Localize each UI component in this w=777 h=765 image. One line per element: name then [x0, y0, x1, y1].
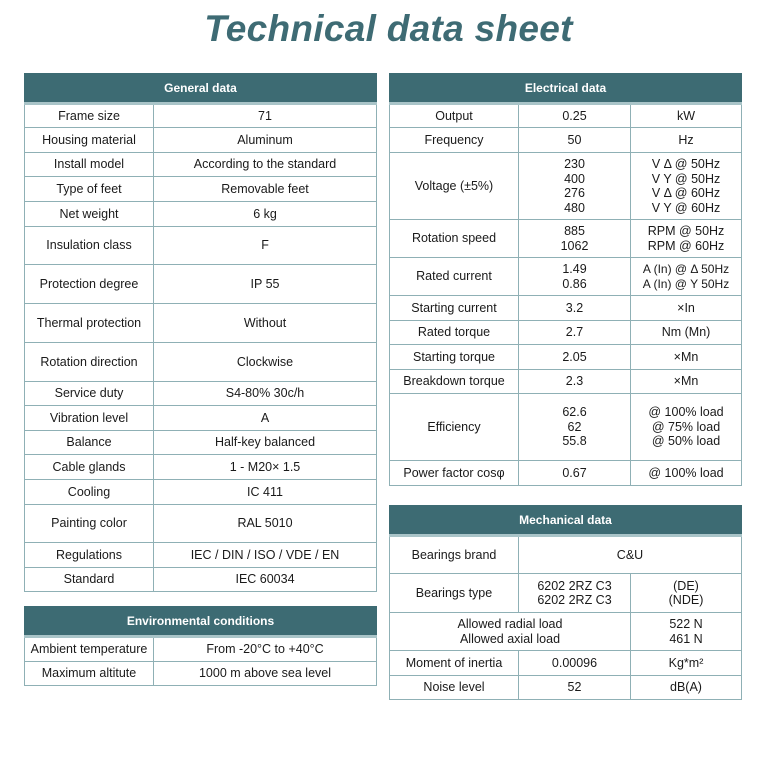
- table-row: [390, 613, 742, 651]
- row-label: Rated current: [390, 258, 519, 296]
- environmental-conditions-header: Environmental conditions: [25, 607, 377, 637]
- general-data-header: General data: [25, 74, 377, 104]
- row-label: Output: [390, 104, 519, 128]
- row-label: Rotation speed: [390, 220, 519, 258]
- row-value: IEC / DIN / ISO / VDE / EN: [154, 543, 377, 568]
- row-label: Insulation class: [25, 227, 154, 265]
- row-label: Breakdown torque: [390, 370, 519, 394]
- row-value: 885 1062: [519, 220, 631, 258]
- row-label: Regulations: [25, 543, 154, 568]
- table-row: [25, 202, 377, 227]
- table-row: [25, 177, 377, 202]
- row-value: According to the standard: [154, 153, 377, 177]
- row-value: 62.6 62 55.8: [519, 394, 631, 461]
- table-row: [25, 382, 377, 406]
- row-unit: (DE) (NDE): [631, 574, 742, 613]
- table-row: [390, 370, 742, 394]
- row-unit: Nm (Mn): [631, 321, 742, 345]
- row-label: Starting current: [390, 296, 519, 321]
- row-value: Clockwise: [154, 343, 377, 382]
- row-value: IC 411: [154, 480, 377, 505]
- table-row: [390, 128, 742, 153]
- row-unit: kW: [631, 104, 742, 128]
- row-label: Ambient temperature: [25, 637, 154, 662]
- row-label: Cooling: [25, 480, 154, 505]
- row-value: Removable feet: [154, 177, 377, 202]
- table-row: [25, 637, 377, 662]
- row-value: 230 400 276 480: [519, 153, 631, 220]
- row-unit: Hz: [631, 128, 742, 153]
- row-value: 1.49 0.86: [519, 258, 631, 296]
- row-label: Noise level: [390, 676, 519, 700]
- row-label: Standard: [25, 568, 154, 592]
- table-row: [25, 568, 377, 592]
- row-value: F: [154, 227, 377, 265]
- electrical-data-table: [389, 73, 742, 486]
- row-label: Balance: [25, 431, 154, 455]
- row-label: Thermal protection: [25, 304, 154, 343]
- row-label: Painting color: [25, 505, 154, 543]
- row-value: 2.7: [519, 321, 631, 345]
- row-unit: ×Mn: [631, 345, 742, 370]
- table-row: [25, 104, 377, 128]
- row-value: 71: [154, 104, 377, 128]
- row-value: 6 kg: [154, 202, 377, 227]
- row-value: 1000 m above sea level: [154, 662, 377, 686]
- mechanical-data-header: Mechanical data: [390, 506, 742, 536]
- table-row: [390, 651, 742, 676]
- row-value: IP 55: [154, 265, 377, 304]
- table-row: [390, 321, 742, 345]
- table-row: [25, 153, 377, 177]
- table-row: [25, 505, 377, 543]
- table-row: [25, 128, 377, 153]
- row-value: 52: [519, 676, 631, 700]
- row-label: Bearings brand: [390, 536, 519, 574]
- general-data-table: [24, 73, 377, 592]
- row-label: Type of feet: [25, 177, 154, 202]
- row-label: Rotation direction: [25, 343, 154, 382]
- table-row: [390, 104, 742, 128]
- table-row: [25, 543, 377, 568]
- row-value: 2.3: [519, 370, 631, 394]
- table-row: [390, 676, 742, 700]
- row-label: Frame size: [25, 104, 154, 128]
- page-title: Technical data sheet: [204, 8, 573, 49]
- table-row: [25, 343, 377, 382]
- table-row: [25, 265, 377, 304]
- table-row: [390, 461, 742, 486]
- row-value: C&U: [519, 536, 742, 574]
- row-value: A: [154, 406, 377, 431]
- electrical-data-header: Electrical data: [390, 74, 742, 104]
- row-value: 1 - M20× 1.5: [154, 455, 377, 480]
- table-row: [390, 220, 742, 258]
- mechanical-data-table: [389, 505, 742, 700]
- row-label: Moment of inertia: [390, 651, 519, 676]
- row-label: Net weight: [25, 202, 154, 227]
- table-row: [390, 345, 742, 370]
- row-label: Cable glands: [25, 455, 154, 480]
- row-unit: Kg*m²: [631, 651, 742, 676]
- row-label: Efficiency: [390, 394, 519, 461]
- row-value: 0.67: [519, 461, 631, 486]
- table-row: [25, 304, 377, 343]
- row-label: Service duty: [25, 382, 154, 406]
- row-value: 0.25: [519, 104, 631, 128]
- row-label: Install model: [25, 153, 154, 177]
- table-row: [390, 394, 742, 461]
- row-label: Allowed radial load Allowed axial load: [390, 613, 631, 651]
- row-label: Power factor cosφ: [390, 461, 519, 486]
- environmental-conditions-table: [24, 606, 377, 686]
- table-row: [390, 574, 742, 613]
- row-value: 522 N 461 N: [631, 613, 742, 651]
- table-row: [390, 153, 742, 220]
- row-value: 6202 2RZ C3 6202 2RZ C3: [519, 574, 631, 613]
- row-value: 0.00096: [519, 651, 631, 676]
- row-value: Aluminum: [154, 128, 377, 153]
- row-value: S4-80% 30c/h: [154, 382, 377, 406]
- row-label: Housing material: [25, 128, 154, 153]
- row-unit: dB(A): [631, 676, 742, 700]
- row-value: 3.2: [519, 296, 631, 321]
- row-value: IEC 60034: [154, 568, 377, 592]
- row-value: 50: [519, 128, 631, 153]
- table-row: [25, 480, 377, 505]
- row-unit: ×Mn: [631, 370, 742, 394]
- table-row: [25, 227, 377, 265]
- row-unit: RPM @ 50Hz RPM @ 60Hz: [631, 220, 742, 258]
- row-label: Maximum altitute: [25, 662, 154, 686]
- row-label: Protection degree: [25, 265, 154, 304]
- row-value: From -20°C to +40°C: [154, 637, 377, 662]
- row-unit: A (In) @ Δ 50Hz A (In) @ Y 50Hz: [631, 258, 742, 296]
- row-value: RAL 5010: [154, 505, 377, 543]
- table-row: [390, 296, 742, 321]
- table-row: [25, 455, 377, 480]
- table-row: [25, 431, 377, 455]
- row-label: Starting torque: [390, 345, 519, 370]
- row-unit: @ 100% load @ 75% load @ 50% load: [631, 394, 742, 461]
- row-label: Voltage (±5%): [390, 153, 519, 220]
- table-row: [25, 406, 377, 431]
- row-value: Without: [154, 304, 377, 343]
- row-unit: @ 100% load: [631, 461, 742, 486]
- row-label: Frequency: [390, 128, 519, 153]
- row-value: 2.05: [519, 345, 631, 370]
- table-row: [390, 258, 742, 296]
- table-row: [390, 536, 742, 574]
- row-value: Half-key balanced: [154, 431, 377, 455]
- row-label: Vibration level: [25, 406, 154, 431]
- row-unit: ×In: [631, 296, 742, 321]
- table-row: [25, 662, 377, 686]
- row-label: Rated torque: [390, 321, 519, 345]
- row-label: Bearings type: [390, 574, 519, 613]
- row-unit: V Δ @ 50Hz V Y @ 50Hz V Δ @ 60Hz V Y @ 60Hz: [631, 153, 742, 220]
